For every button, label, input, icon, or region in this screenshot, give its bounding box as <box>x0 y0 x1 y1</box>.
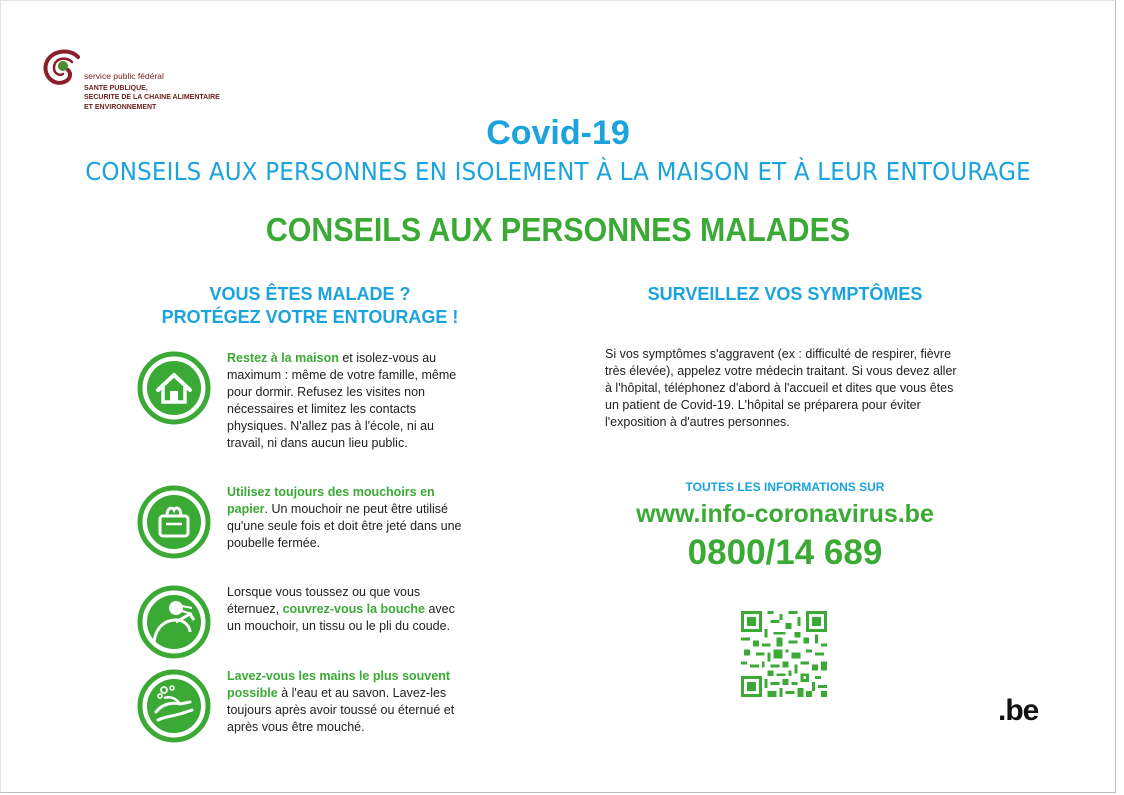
tip-2-text <box>227 484 472 552</box>
logo-line-3: SECURITE DE LA CHAINE ALIMENTAIRE <box>84 94 220 101</box>
info-url-link[interactable]: www.info-coronavirus.be <box>636 500 934 528</box>
tip-1-text <box>227 350 472 452</box>
tip-3-body: avec un mouchoir, un tissu ou le pli du coude. <box>227 602 455 633</box>
section-title: CONSEILS AUX PERSONNES MALADES <box>265 211 851 248</box>
hand-wash-icon <box>136 668 212 744</box>
tip-1-highlight: Restez à la maison <box>227 351 339 365</box>
tip-3-before: Lorsque vous toussez ou que vous éternuez, <box>227 585 421 616</box>
page-subtitle: CONSEILS AUX PERSONNES EN ISOLEMENT À LA MAISON ET À LEUR ENTOURAGE <box>85 157 1031 186</box>
logo-line-2: SANTE PUBLIQUE, <box>84 84 148 92</box>
logo-line-1: service public fédéral <box>84 71 164 81</box>
house-icon <box>136 350 212 426</box>
fps-swirl-icon <box>42 48 82 88</box>
left-heading-line-2: PROTÉGEZ VOTRE ENTOURAGE ! <box>161 307 459 327</box>
tissue-box-icon <box>136 484 212 560</box>
left-column-heading <box>130 283 490 329</box>
left-heading-line-1: VOUS ÊTES MALADE ? <box>209 284 411 304</box>
tip-3-highlight: couvrez-vous la bouche <box>282 602 425 616</box>
info-label: TOUTES LES INFORMATIONS SUR <box>685 480 885 494</box>
tip-2-highlight: Utilisez toujours des mouchoirs en papier <box>227 485 435 516</box>
cough-icon <box>136 584 212 660</box>
right-column-heading: SURVEILLEZ VOS SYMPTÔMES <box>647 284 923 304</box>
tip-3-text <box>227 584 472 635</box>
logo-line-4: ET ENVIRONNEMENT <box>84 103 157 111</box>
info-phone-number: 0800/14 689 <box>687 533 883 572</box>
tip-1-body: et isolez-vous au maximum : même de votre famille, même pour dormir. Refusez les visites non nécessaires et limitez les contacts physiques. N'allez pas à l'école, ni au travail, ni dans aucun lieu public. <box>227 351 457 450</box>
tip-2-body: . Un mouchoir ne peut être utilisé qu'une seule fois et doit être jeté dans une poubelle fermée. <box>227 502 462 550</box>
page-title: Covid-19 <box>486 114 630 152</box>
tip-4-text <box>227 668 472 736</box>
tip-4-body: à l'eau et au savon. Lavez-les toujours après avoir toussé ou éternué et après vous être mouché. <box>227 686 455 734</box>
symptoms-paragraph: Si vos symptômes s'aggravent (ex : difficulté de respirer, fièvre très élevée), appelez votre médecin traitant. Si vous devez aller à l'hôpital, téléphonez d'abord à l'accueil et dites que vous êtes un patient de Covid-19. L'hôpital se préparera pour éviter l'exposition à d'autres personnes. <box>605 347 957 429</box>
tip-4-highlight: Lavez-vous les mains le plus souvent possible <box>227 669 450 700</box>
qr-code <box>741 611 827 697</box>
be-logo: .be <box>998 694 1039 727</box>
fps-logo <box>42 48 242 118</box>
